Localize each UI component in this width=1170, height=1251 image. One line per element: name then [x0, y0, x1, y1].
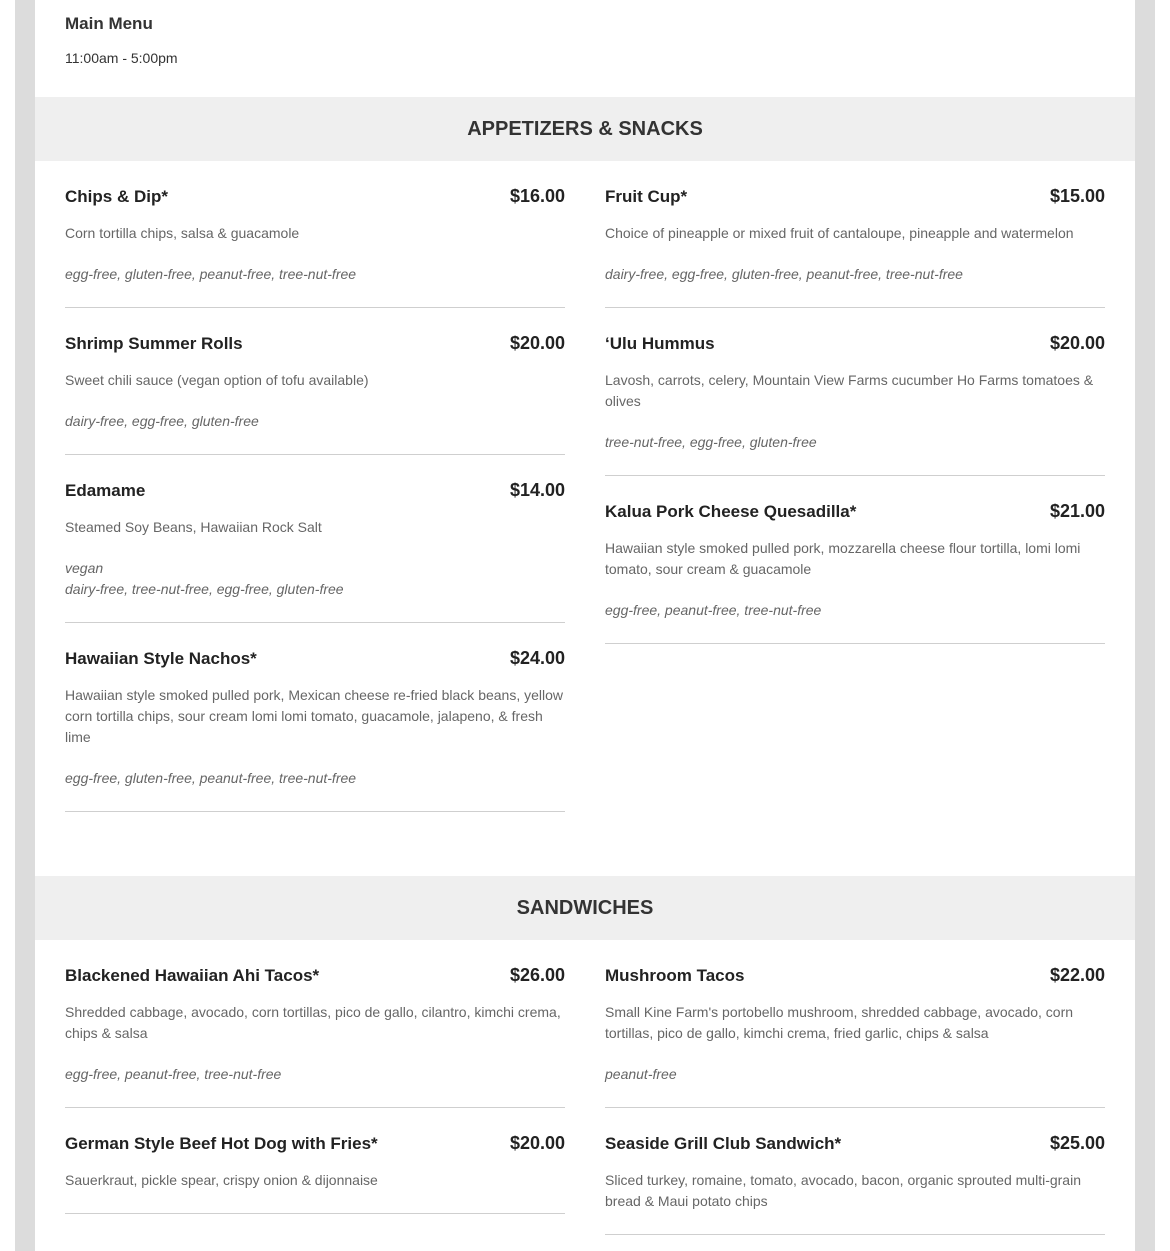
dietary-tag-line: egg-free, gluten-free, peanut-free, tree-nut-free [65, 266, 357, 282]
page-frame [15, 0, 1155, 1251]
dietary-tag-line: egg-free, peanut-free, tree-nut-free [605, 602, 822, 618]
section-header [35, 876, 1135, 940]
menu-item-header [65, 645, 565, 672]
menu-item-dietary-tags [65, 558, 565, 600]
dietary-tag-line: peanut-free [605, 1066, 677, 1082]
menu-item [65, 1108, 565, 1214]
menu-item-dietary-tags [65, 1064, 565, 1085]
menu-item [65, 161, 565, 308]
menu-item [65, 455, 565, 623]
menu-item-header [605, 183, 1105, 210]
menu-item [605, 1108, 1105, 1235]
section-items [35, 940, 1135, 1235]
menu-item-price: $22.00 [1049, 965, 1105, 985]
section-items [35, 161, 1135, 812]
menu-item [605, 161, 1105, 308]
menu-item-dietary-tags [605, 432, 1105, 453]
menu-item-name: Shrimp Summer Rolls [65, 334, 243, 353]
menu-item-name: ‘Ulu Hummus [605, 334, 715, 353]
menu-item-dietary-tags [65, 411, 565, 432]
menu-item-dietary-tags [605, 1064, 1105, 1085]
menu-item [65, 623, 565, 812]
menu-item-name: Hawaiian Style Nachos* [65, 649, 257, 668]
menu-item-dietary-tags [65, 768, 565, 789]
menu-item-name: Seaside Grill Club Sandwich* [605, 1134, 842, 1153]
section-title: SANDWICHES [516, 896, 654, 919]
menu-item-header [65, 477, 565, 504]
menu-item-name: Edamame [65, 481, 146, 500]
menu-sections [35, 97, 1135, 1235]
section-header [35, 97, 1135, 161]
menu-item [605, 476, 1105, 644]
menu-hours: 11:00am - 5:00pm [65, 50, 178, 66]
menu-item-description: Sliced turkey, romaine, tomato, avocado, bacon, organic sprouted multi-grain bread & Maui potato chips [605, 1172, 1081, 1209]
menu-item-header [605, 330, 1105, 357]
menu-item-name: Blackened Hawaiian Ahi Tacos* [65, 966, 320, 985]
menu-header [35, 0, 1135, 97]
menu-item-header [65, 1130, 565, 1157]
menu-item-price: $24.00 [509, 648, 565, 668]
menu-item-description: Hawaiian style smoked pulled pork, Mexican cheese re-fried black beans, yellow corn tortilla chips, sour cream lomi lomi tomato, guacamole, jalapeno, & fresh lime [65, 687, 564, 745]
menu-item-price: $16.00 [509, 186, 565, 206]
menu-title: Main Menu [65, 14, 153, 33]
menu-column-right [605, 940, 1105, 1235]
menu-item-name: Chips & Dip* [65, 187, 168, 206]
menu-item-description: Sweet chili sauce (vegan option of tofu available) [65, 372, 369, 388]
menu-page [35, 0, 1135, 1251]
dietary-tag-line: egg-free, peanut-free, tree-nut-free [65, 1066, 282, 1082]
menu-item-name: Mushroom Tacos [605, 966, 745, 985]
dietary-tag-line: vegan [65, 560, 104, 576]
menu-item-header [65, 962, 565, 989]
menu-item-description: Hawaiian style smoked pulled pork, mozzarella cheese flour tortilla, lomi lomi tomato, sour cream & guacamole [605, 540, 1081, 577]
menu-item-description: Choice of pineapple or mixed fruit of cantaloupe, pineapple and watermelon [605, 225, 1074, 241]
menu-item-price: $20.00 [509, 1133, 565, 1153]
menu-item-description: Sauerkraut, pickle spear, crispy onion & dijonnaise [65, 1172, 378, 1188]
menu-item-description: Lavosh, carrots, celery, Mountain View Farms cucumber Ho Farms tomatoes & olives [605, 372, 1094, 409]
menu-item [65, 308, 565, 455]
menu-item-price: $21.00 [1049, 501, 1105, 521]
menu-item-dietary-tags [65, 264, 565, 285]
menu-item-dietary-tags [605, 264, 1105, 285]
menu-column-right [605, 161, 1105, 812]
menu-item-header [605, 962, 1105, 989]
menu-item-price: $20.00 [1049, 333, 1105, 353]
menu-item-price: $14.00 [509, 480, 565, 500]
menu-item-dietary-tags [605, 600, 1105, 621]
menu-item-description: Steamed Soy Beans, Hawaiian Rock Salt [65, 519, 322, 535]
menu-item-description: Corn tortilla chips, salsa & guacamole [65, 225, 300, 241]
menu-item-header [605, 1130, 1105, 1157]
menu-item-name: German Style Beef Hot Dog with Fries* [65, 1134, 378, 1153]
dietary-tag-line: dairy-free, tree-nut-free, egg-free, gluten-free [65, 581, 344, 597]
dietary-tag-line: dairy-free, egg-free, gluten-free [65, 413, 259, 429]
dietary-tag-line: tree-nut-free, egg-free, gluten-free [605, 434, 817, 450]
menu-item-header [605, 498, 1105, 525]
menu-column-left [65, 161, 565, 812]
menu-item-description: Small Kine Farm's portobello mushroom, shredded cabbage, avocado, corn tortillas, pico de gallo, kimchi crema, fried garlic, chips & salsa [605, 1004, 1074, 1041]
dietary-tag-line: egg-free, gluten-free, peanut-free, tree-nut-free [65, 770, 357, 786]
menu-item-price: $20.00 [509, 333, 565, 353]
menu-item [65, 940, 565, 1108]
section-title: APPETIZERS & SNACKS [467, 117, 703, 140]
menu-item-price: $26.00 [509, 965, 565, 985]
menu-item-header [65, 330, 565, 357]
menu-item [605, 940, 1105, 1108]
menu-column-left [65, 940, 565, 1235]
menu-item-price: $25.00 [1049, 1133, 1105, 1153]
menu-item-price: $15.00 [1049, 186, 1105, 206]
menu-item-name: Kalua Pork Cheese Quesadilla* [605, 502, 857, 521]
menu-item-description: Shredded cabbage, avocado, corn tortillas, pico de gallo, cilantro, kimchi crema, chips & salsa [65, 1004, 561, 1041]
menu-item-header [65, 183, 565, 210]
dietary-tag-line: dairy-free, egg-free, gluten-free, peanut-free, tree-nut-free [605, 266, 963, 282]
section-spacer [35, 812, 1135, 876]
menu-item [605, 308, 1105, 476]
menu-item-name: Fruit Cup* [605, 187, 688, 206]
